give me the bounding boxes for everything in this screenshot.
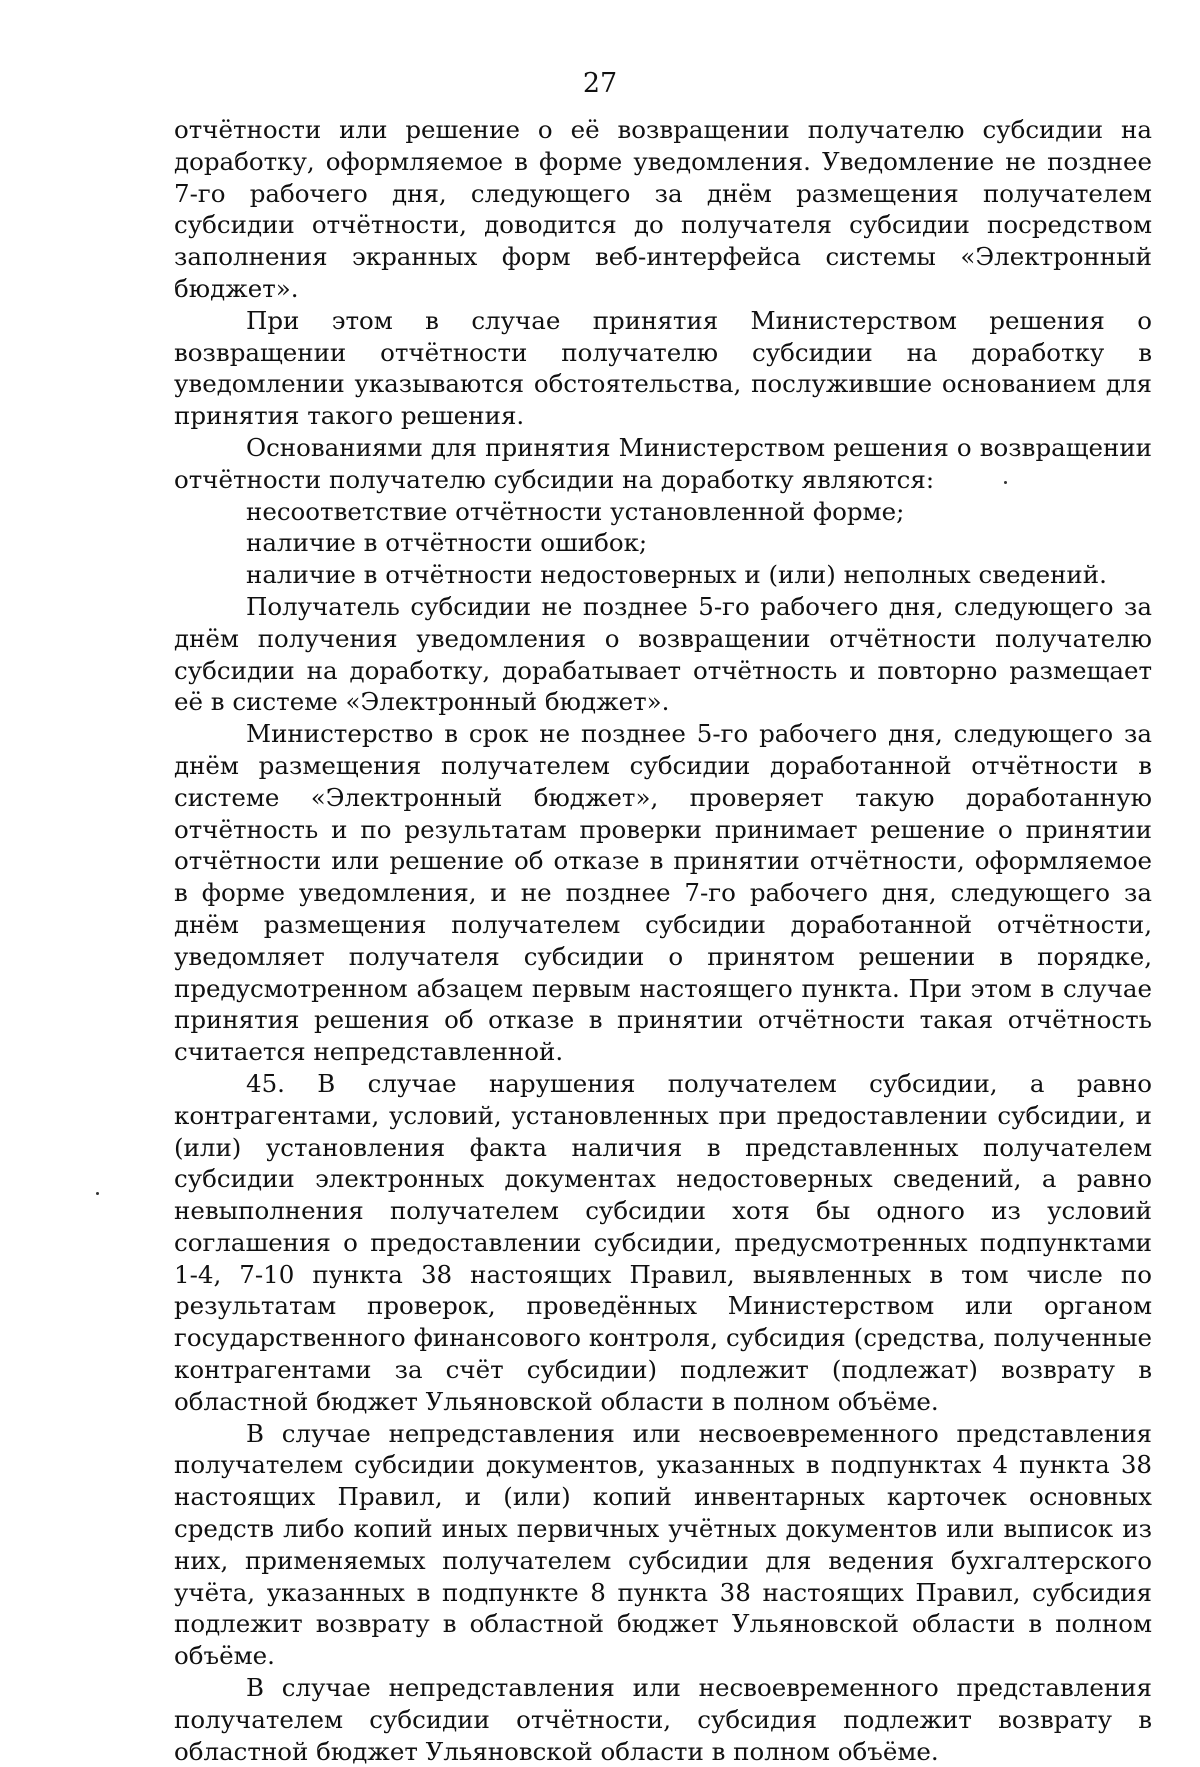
paragraph: Министерство в срок не позднее 5-го рабочего дня, следующего за днём размещения получателем субсидии доработанной отчётности в системе «Электронный бюджет», проверяет такую доработанную отчётность и по результатам проверки принимает решение о принятии отчётности или решение об отказе в принятии отчётности, оформляемое в форме уведомления, и не позднее 7-го рабочего дня, следующего за днём размещения получателем субсидии доработанной отчётности, уведомляет получателя субсидии о принятом решении в порядке, предусмотренном абзацем первым настоящего пункта. При этом в случае принятия решения об отказе в принятии отчётности такая отчётность считается непредставленной.	[174, 719, 1152, 1067]
list-item: наличие в отчётности недостоверных и (или) неполных сведений.	[246, 560, 1107, 590]
document-body	[174, 114, 1152, 1767]
list-item: наличие в отчётности ошибок;	[246, 528, 648, 558]
paragraph: В случае непредставления или несвоевременного представления получателем субсидии отчётности, субсидия подлежит возврату в областной бюджет Ульяновской области в полном объёме.	[174, 1673, 1152, 1766]
page-number: 27	[582, 68, 618, 99]
paragraph: Основаниями для принятия Министерством решения о возвращении отчётности получателю субсидии на доработку являются:	[174, 432, 1152, 494]
paragraph: отчётности или решение о её возвращении получателю субсидии на доработку, оформляемое в форме уведомления. Уведомление не позднее 7-го рабочего дня, следующего за днём размещения получателем субсидии отчётности, доводится до получателя субсидии посредством заполнения экранных форм веб-интерфейса системы «Электронный бюджет».	[174, 115, 1152, 303]
list-item: несоответствие отчётности установленной форме;	[246, 496, 905, 526]
paragraph: При этом в случае принятия Министерством решения о возвращении отчётности получателю субсидии на доработку в уведомлении указываются обстоятельства, послужившие основанием для принятия такого решения.	[174, 305, 1152, 431]
paragraph-section-45: 45. В случае нарушения получателем субсидии, а равно контрагентами, условий, установленных при предоставлении субсидии, и (или) установления факта наличия в представленных получателем субсидии электронных документах недостоверных сведений, а равно невыполнения получателем субсидии хотя бы одного из условий соглашения о предоставлении субсидии, предусмотренных подпунктами 1-4, 7-10 пункта 38 настоящих Правил, выявленных в том числе по результатам проверок, проведённых Министерством или органом государственного финансового контроля, субсидия (средства, полученные контрагентами за счёт субсидии) подлежит (подлежат) возврату в областной бюджет Ульяновской области в полном объёме.	[174, 1068, 1152, 1416]
paragraph: В случае непредставления или несвоевременного представления получателем субсидии документов, указанных в подпунктах 4 пункта 38 настоящих Правил, и (или) копий инвентарных карточек основных средств либо копий иных первичных учётных документов или выписок из них, применяемых получателем субсидии для ведения бухгалтерского учёта, указанных в подпункте 8 пункта 38 настоящих Правил, субсидия подлежит возврату в областной бюджет Ульяновской области в полном объёме.	[174, 1418, 1152, 1671]
paragraph: Получатель субсидии не позднее 5-го рабочего дня, следующего за днём получения уведомления о возвращении отчётности получателю субсидии на доработку, дорабатывает отчётность и повторно размещает её в системе «Электронный бюджет».	[174, 591, 1152, 717]
scan-speck	[96, 1192, 99, 1195]
scan-speck	[1004, 481, 1007, 484]
